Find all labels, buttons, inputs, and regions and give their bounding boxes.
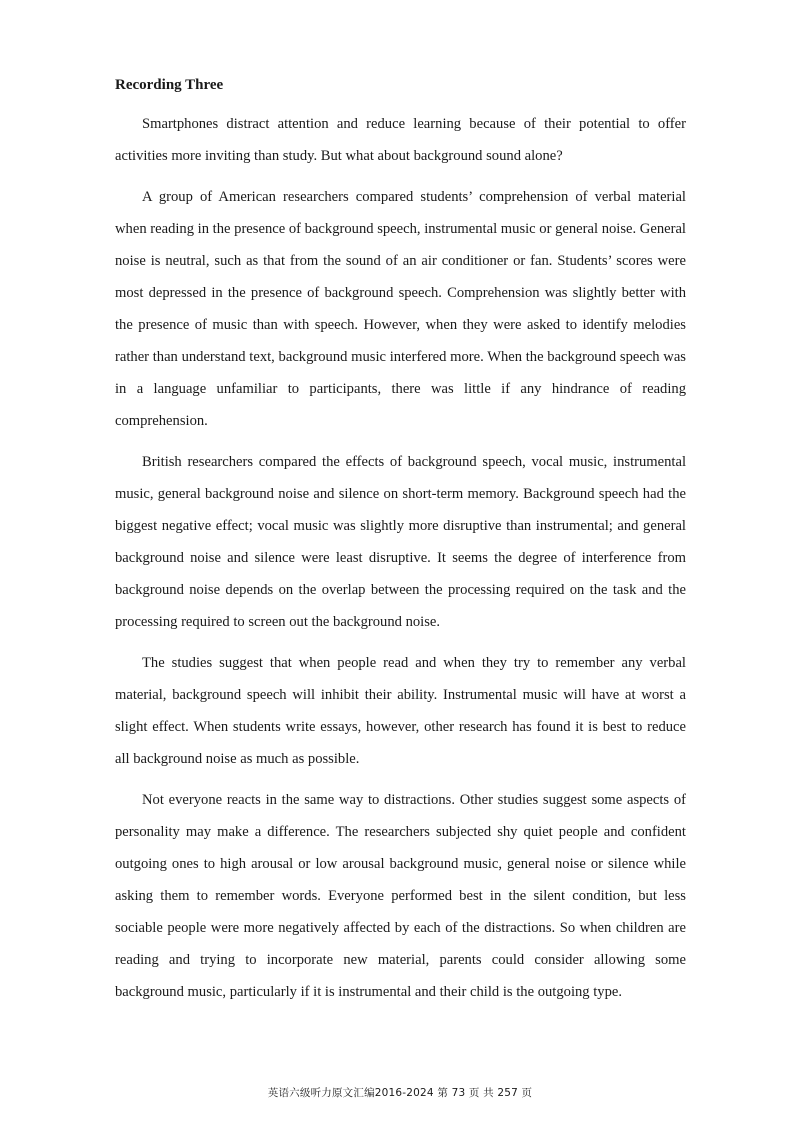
paragraph-2: A group of American researchers compared students’ comprehension of verbal material when reading in the presence of background speech, instrumental music or general noise. General noise is neutral, such as that from the sound of an air conditioner or fan. Students’ scores were most depressed in the presence of background speech. Comprehension was slightly better with the presence of music than with speech. However, when they were asked to identify melodies rather than understand text, background music interfered more. When the background speech was in a language unfamiliar to participants, there was little if any hindrance of reading comprehension. bbox=[115, 189, 686, 429]
paragraph-1: Smartphones distract attention and reduce learning because of their potential to offer activities more inviting than study. But what about background sound alone? bbox=[115, 116, 686, 164]
paragraph-3: British researchers compared the effects of background speech, vocal music, instrumental music, general background noise and silence on short-term memory. Background speech had the biggest negative effect; vocal music was slightly more disruptive than instrumental; and general background noise and silence were least disruptive. It seems the degree of interference from background noise depends on the overlap between the processing required on the task and the processing required to screen out the background noise. bbox=[115, 454, 686, 630]
page-footer: 英语六级听力原文汇编2016-2024 第 73 页 共 257 页 bbox=[267, 1087, 533, 1099]
document-body bbox=[115, 72, 686, 1017]
section-title: Recording Three bbox=[115, 77, 224, 93]
paragraph-5: Not everyone reacts in the same way to distractions. Other studies suggest some aspects of personality may make a difference. The researchers subjected shy quiet people and confident outgoing ones to high arousal or low arousal background music, general noise or silence while asking them to remember words. Everyone performed best in the silent condition, but less sociable people were more negatively affected by each of the distractions. So when children are reading and trying to incorporate new material, parents could consider allowing some background music, particularly if it is instrumental and their child is the outgoing type. bbox=[115, 792, 686, 1000]
paragraph-4: The studies suggest that when people read and when they try to remember any verbal material, background speech will inhibit their ability. Instrumental music will have at worst a slight effect. When students write essays, however, other research has found it is best to reduce all background noise as much as possible. bbox=[115, 655, 686, 767]
